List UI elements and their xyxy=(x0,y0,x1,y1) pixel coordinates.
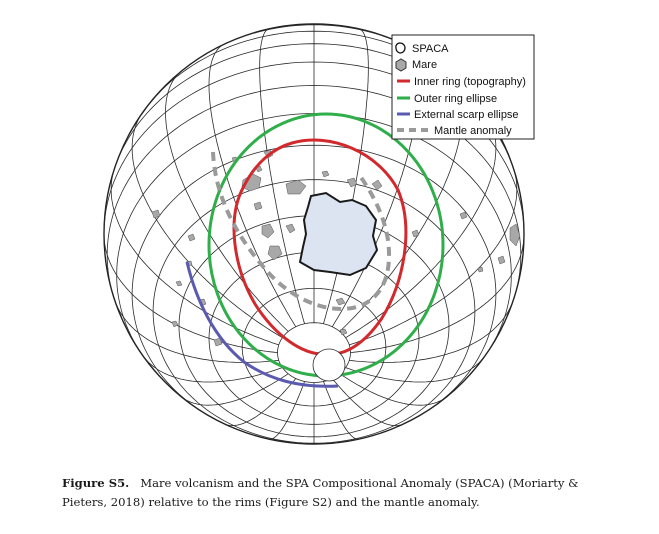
mare-patch-icon xyxy=(396,59,406,71)
south-pole-cap xyxy=(313,349,345,381)
legend-label: Mantle anomaly xyxy=(434,125,512,137)
legend-item-external-scarp xyxy=(397,109,519,121)
legend xyxy=(392,35,534,139)
caption-label: Figure S5. xyxy=(62,476,130,490)
legend-label: Mare xyxy=(412,59,438,71)
spaca-outline xyxy=(300,193,377,275)
legend-label: External scarp ellipse xyxy=(414,109,519,121)
legend-item-mare xyxy=(396,59,437,71)
legend-label: SPACA xyxy=(412,43,449,55)
legend-item-inner-ring xyxy=(397,76,526,88)
mare-patch xyxy=(478,267,483,272)
caption-text: Mare volcanism and the SPA Compositional Anomaly (SPACA) (Moriarty & Pieters, 2018) relative to the rims (Figure S2) and the mantle anomaly. xyxy=(62,476,579,509)
figure-caption xyxy=(62,474,582,512)
legend-label: Outer ring ellipse xyxy=(414,93,498,105)
legend-label: Inner ring (topography) xyxy=(414,76,526,88)
